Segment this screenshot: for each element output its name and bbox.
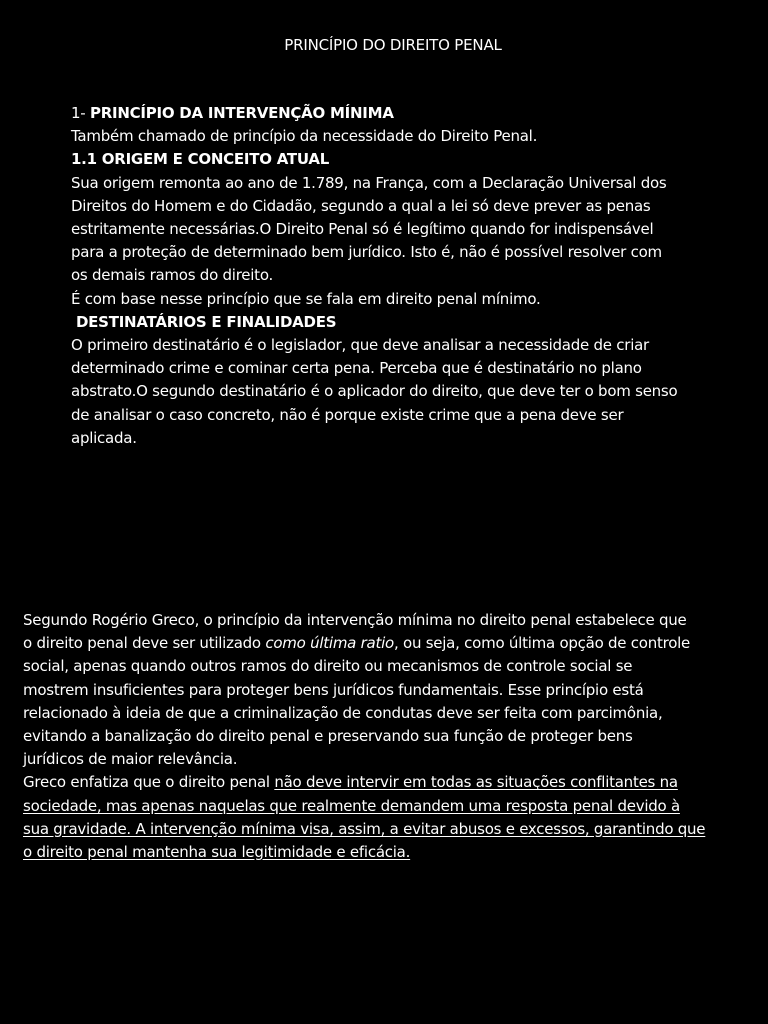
recipients-text-line: de analisar o caso concreto, não é porque existe crime que a pena deve ser [71, 405, 624, 424]
greco-emphasis-before: Greco enfatiza que o direito penal [23, 773, 275, 792]
section-intervencao-minima [71, 102, 751, 450]
intro-text: Também chamado de princípio da necessidade do Direito Penal. [71, 127, 538, 146]
greco-text-line: jurídicos de maior relevância. [23, 750, 238, 769]
origin-text-line: Direitos do Homem e do Cidadão, segundo a qual a lei só deve prever as penas [71, 196, 651, 215]
recipients-text-line: abstrato.O segundo destinatário é o aplicador do direito, que deve ter o bom senso [71, 382, 678, 401]
recipients-text-line: O primeiro destinatário é o legislador, que deve analisar a necessidade de criar [71, 336, 649, 355]
greco-text-line [23, 632, 743, 655]
ratio-before: o direito penal deve ser utilizado [23, 634, 266, 653]
subheading-destinatarios: DESTINATÁRIOS E FINALIDADES [71, 312, 337, 331]
greco-text-line: evitando a banalização do direito penal e preservando sua função de proteger bens [23, 727, 633, 746]
ratio-after: , ou seja, como última opção de controle [393, 634, 691, 653]
origin-text-line: os demais ramos do direito. [71, 266, 273, 285]
section-greco [23, 609, 743, 864]
underlined-text: sociedade, mas apenas naquelas que realmente demandem uma resposta penal devido à [23, 796, 680, 815]
subheading-origem: 1.1 ORIGEM E CONCEITO ATUAL [71, 150, 330, 169]
heading-number: 1- [71, 104, 90, 122]
section-heading-line [71, 102, 751, 125]
underlined-text: sua gravidade. A intervenção mínima visa, assim, a evitar abusos e excessos, garantindo que [23, 819, 706, 838]
minimo-text: É com base nesse princípio que se fala em direito penal mínimo. [71, 289, 541, 308]
underlined-text: o direito penal mantenha sua legitimidade e eficácia. [23, 843, 411, 862]
origin-text-line: para a proteção de determinado bem jurídico. Isto é, não é possível resolver com [71, 243, 662, 262]
greco-text-line: mostrem insuficientes para proteger bens jurídicos fundamentais. Esse princípio está [23, 680, 644, 699]
recipients-text-line: aplicada. [71, 428, 137, 447]
greco-text-line: social, apenas quando outros ramos do direito ou mecanismos de controle social se [23, 657, 633, 676]
origin-text-line: estritamente necessárias.O Direito Penal só é legítimo quando for indispensável [71, 220, 654, 239]
greco-text-line: Segundo Rogério Greco, o princípio da intervenção mínima no direito penal estabelece que [23, 611, 687, 629]
greco-text-line: relacionado à ideia de que a criminalização de condutas deve ser feita com parcimônia, [23, 703, 663, 722]
section-heading: PRINCÍPIO DA INTERVENÇÃO MÍNIMA [89, 104, 394, 122]
recipients-text-line: determinado crime e cominar certa pena. Perceba que é destinatário no plano [71, 359, 642, 378]
origin-text-line: Sua origem remonta ao ano de 1.789, na França, com a Declaração Universal dos [71, 173, 667, 192]
ratio-italic: como última ratio [265, 634, 394, 653]
greco-emphasis-line [23, 771, 743, 794]
page-title: PRINCÍPIO DO DIREITO PENAL [284, 36, 502, 54]
underlined-text: não deve intervir em todas as situações conflitantes na [274, 773, 678, 792]
